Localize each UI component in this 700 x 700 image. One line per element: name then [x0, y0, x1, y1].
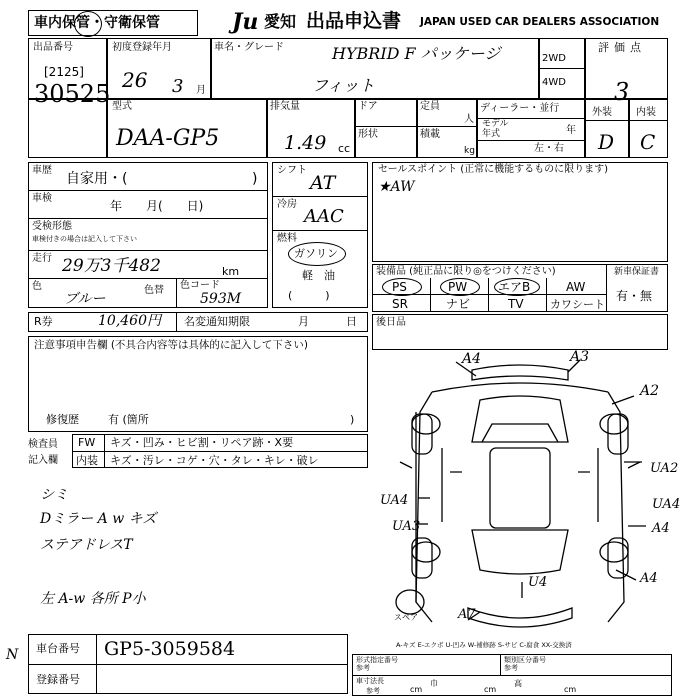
- damage-mark-u4: U4: [528, 575, 548, 590]
- chassis-label: 車台番号: [36, 642, 80, 655]
- caution-label: 注意事項申告欄 (不具合内容等は具体的に記入して下さい): [34, 339, 309, 351]
- cc-unit: cc: [338, 142, 351, 155]
- height-cm: cm: [564, 685, 577, 694]
- displacement-label: 排気量: [270, 101, 300, 112]
- damage-mark-a4-right: A4: [652, 521, 670, 536]
- storage-label: 車内保管・守衛保管: [34, 15, 160, 31]
- width-cm: cm: [484, 685, 497, 694]
- equip-seat: カワシート: [550, 298, 605, 311]
- damage-mark-ua3: UA3: [392, 519, 421, 534]
- damage-mark-ua4-right: UA4: [652, 497, 681, 512]
- selling-points-block: [372, 162, 668, 262]
- equip-ps: PS: [392, 280, 407, 294]
- damage-mark-ua4-left: UA4: [380, 493, 409, 508]
- interior-grade: C: [640, 130, 656, 154]
- door-label: ドア: [358, 101, 378, 112]
- note-line-2: Dミラー A w キズ: [40, 511, 157, 527]
- recycle-value: 10,460円: [98, 313, 161, 329]
- reg-number-label: 登録番号: [36, 673, 80, 686]
- inspector-label: 検査員 記入欄: [28, 439, 58, 466]
- fuel-label: 燃料: [277, 233, 297, 244]
- after-items-label: 後日品: [376, 317, 406, 328]
- inspection-value: 年 月( 日): [110, 199, 204, 213]
- selling-points-value: ★AW: [378, 179, 415, 195]
- deadline-label: 名変通知期限: [184, 315, 250, 328]
- deadline-month: 月: [298, 315, 309, 328]
- equip-ps-circle: [382, 278, 422, 296]
- damage-mark-a3: A3: [570, 349, 590, 365]
- exterior-label: 外装: [592, 107, 612, 118]
- ac-value: AAC: [304, 206, 344, 227]
- shift-label: シフト: [277, 165, 307, 176]
- note-line-4: 左 A-w 各所 P小: [40, 591, 146, 607]
- repair-value: 有 (箇所: [108, 413, 149, 426]
- listing-number: 30525: [34, 80, 111, 108]
- interior-check-label: 内装: [76, 454, 98, 467]
- warranty-value: 有・無: [616, 289, 653, 303]
- load-label: 積載: [420, 129, 440, 140]
- color-label: 色: [32, 281, 42, 292]
- equip-airbag-circle: [494, 278, 540, 296]
- deadline-day: 日: [346, 315, 357, 328]
- damage-mark-ua2: UA2: [650, 461, 679, 476]
- capacity-label: 定員: [420, 101, 440, 112]
- dealer-label: ディーラー・並行: [480, 103, 560, 114]
- handle-label: 左・右: [534, 143, 564, 154]
- bracket-number: [2125]: [44, 65, 84, 79]
- length-label: 車寸法長: [356, 677, 384, 685]
- mileage-label: 走行: [32, 253, 52, 264]
- history-value: 自家用・(: [66, 171, 128, 187]
- height-label: 高: [514, 679, 522, 688]
- mileage-value: 29万3千482: [62, 256, 161, 276]
- length-cm: cm: [410, 685, 423, 694]
- after-items-block: [372, 314, 668, 350]
- exterior-grade: D: [598, 130, 615, 154]
- received-label: 受検形態: [32, 221, 72, 232]
- 2wd-label: 2WD: [542, 53, 566, 64]
- note-line-1: シミ: [40, 487, 68, 503]
- ref-label: 参考: [366, 687, 380, 695]
- rating-label: 評価点: [598, 41, 646, 54]
- color-code-label: 色コード: [180, 280, 220, 291]
- kg-unit: kg: [464, 146, 475, 156]
- repair-close: ): [350, 413, 355, 426]
- ju-logo: Ju: [232, 9, 259, 35]
- received-sub: 車検付きの場合は記入して下さい: [32, 235, 137, 243]
- model-label: 型式: [112, 101, 132, 112]
- chassis-number: GP5-3059584: [104, 638, 236, 660]
- margin-mark: N: [6, 647, 19, 663]
- reg-year: 26: [122, 68, 148, 92]
- ac-label: 冷房: [277, 199, 297, 210]
- fuel-gas: ガソリン: [294, 247, 338, 260]
- circle-mark: [74, 11, 102, 37]
- equip-tv: TV: [508, 297, 524, 311]
- year-unit: 年: [566, 125, 576, 136]
- logo-prefecture: 愛知: [264, 12, 297, 31]
- model-year-label: モデル 年式: [482, 119, 509, 139]
- history-label: 車歴: [32, 165, 52, 176]
- fuel-paren: ( ): [288, 289, 330, 302]
- damage-mark-a4-rear: A4: [640, 571, 658, 586]
- note-line-3: ステアドレスT: [40, 537, 133, 553]
- color-code: 593M: [200, 291, 242, 307]
- equip-navi: ナビ: [446, 297, 471, 311]
- shift-value: AT: [310, 172, 336, 194]
- shape-label: 形状: [358, 129, 378, 140]
- color-value: ブルー: [64, 291, 106, 307]
- damage-mark-a7: A7: [458, 607, 476, 622]
- equip-pw-circle: [440, 278, 480, 296]
- displacement-value: 1.49: [284, 132, 327, 154]
- damage-legend: A-キズ E-エクボ U-凹み W-補修跡 S-サビ C-腐食 XX-交換済: [396, 641, 572, 649]
- reg-month: 3: [172, 76, 184, 97]
- person-unit: 人: [464, 114, 474, 125]
- association-name: JAPAN USED CAR DEALERS ASSOCIATION: [420, 16, 660, 28]
- car-damage-diagram: [372, 349, 668, 638]
- fw-items: キズ・凹み・ヒビ割・リペア跡・X要: [110, 436, 294, 449]
- warranty-label: 新車保証書: [614, 267, 660, 277]
- recycle-label: R券: [34, 315, 53, 328]
- equip-airbag: エアB: [498, 280, 531, 294]
- month-unit: 月: [196, 85, 206, 96]
- width-label: 巾: [430, 679, 438, 688]
- rating-value: 3: [614, 78, 630, 106]
- damage-mark-a4-top: A4: [462, 351, 482, 367]
- selling-points-label: セールスポイント (正常に機能するものに限ります): [378, 164, 609, 175]
- damage-mark-a2: A2: [640, 383, 660, 399]
- repair-label: 修復歴: [46, 413, 79, 426]
- interior-items: キズ・汚レ・コゲ・穴・タレ・キレ・破レ: [110, 454, 319, 467]
- shape-ref-label: 形式指定番号 参考: [356, 656, 398, 673]
- spare-label: スペア: [394, 613, 418, 622]
- doc-title: 出品申込書: [306, 10, 402, 32]
- color-change-label: 色替: [144, 285, 164, 296]
- interior-label: 内装: [636, 107, 656, 118]
- equip-pw: PW: [448, 280, 468, 294]
- fuel-light: 軽 油: [302, 269, 335, 282]
- equip-sr: SR: [392, 297, 408, 311]
- history-close: ): [252, 171, 258, 187]
- car-name-label: 車名・グレード: [214, 42, 284, 53]
- equip-aw: AW: [566, 280, 586, 294]
- class-ref-label: 類別区分番号 参考: [504, 656, 546, 673]
- listing-number-label: 出品番号: [33, 42, 73, 53]
- car-name: フィット: [312, 76, 375, 95]
- km-unit: km: [222, 265, 240, 278]
- inspection-label: 車検: [32, 193, 52, 204]
- model-value: DAA-GP5: [116, 126, 220, 151]
- grade: HYBRID F パッケージ: [332, 44, 501, 63]
- equipment-label: 装備品 (純正品に限り◎をつけください): [376, 266, 556, 277]
- fw-label: FW: [78, 436, 96, 449]
- 4wd-label: 4WD: [542, 77, 566, 88]
- first-reg-label: 初度登録年月: [112, 42, 172, 53]
